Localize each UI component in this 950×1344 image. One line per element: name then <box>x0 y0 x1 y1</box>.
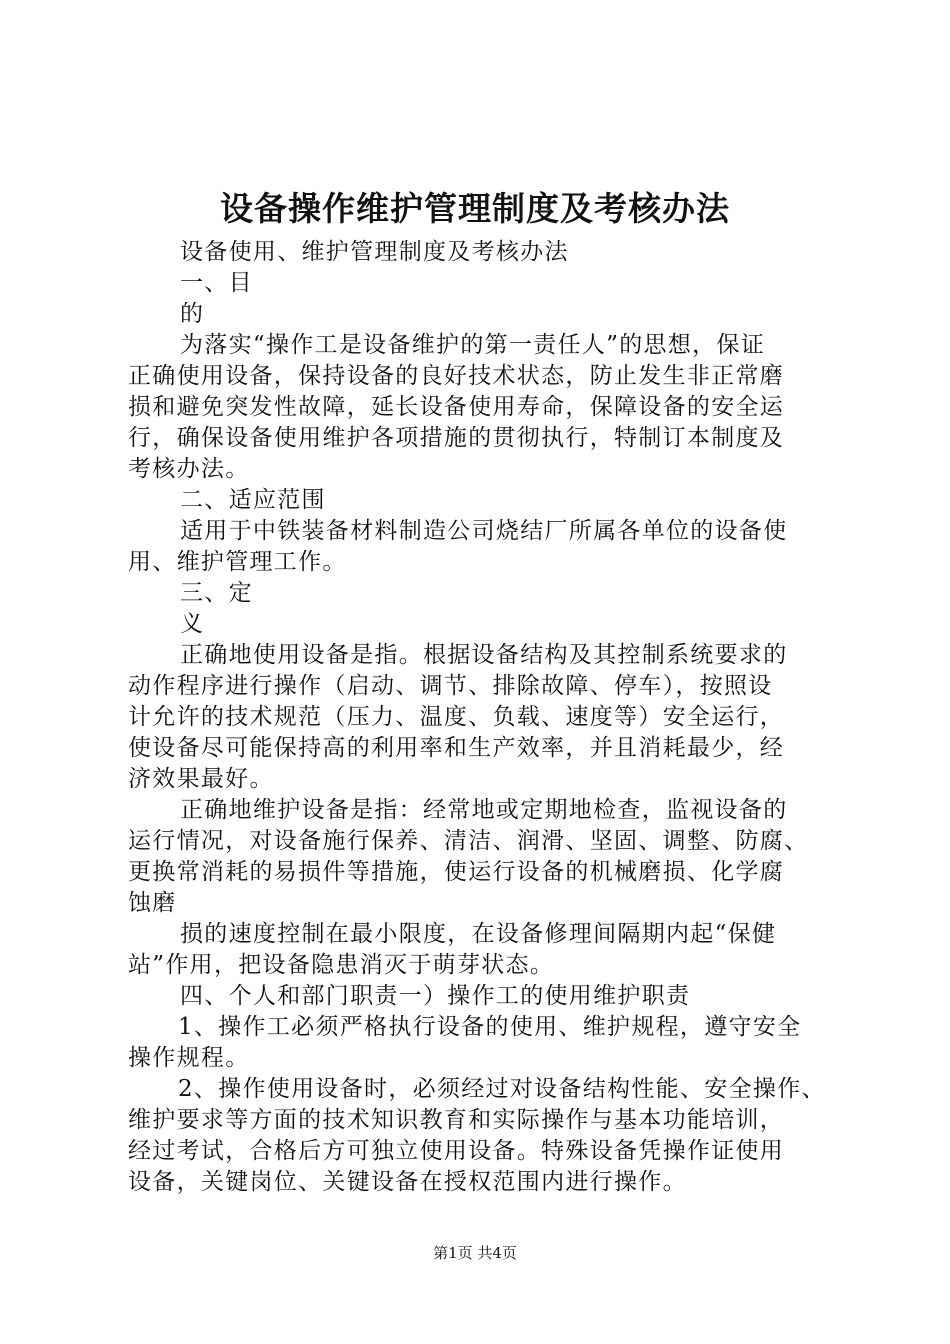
body-line: 1、操作工必须严格执行设备的使用、维护规程，遵守安全 <box>178 1014 802 1040</box>
body-line: 适用于中铁装备材料制造公司烧结厂所属各单位的设备使 <box>180 518 788 544</box>
body-line: 义 <box>180 611 205 637</box>
body-line: 使设备尽可能保持高的利用率和生产效率，并且消耗最少，经 <box>128 735 785 761</box>
body-line: 蚀磨 <box>128 890 177 916</box>
page-footer: 第1页 共4页 <box>433 1244 517 1262</box>
body-line: 考核办法。 <box>128 456 250 482</box>
body-line: 一、目 <box>180 270 253 296</box>
body-line: 经过考试，合格后方可独立使用设备。特殊设备凭操作证使用 <box>128 1138 785 1164</box>
body-line: 济效果最好。 <box>128 766 274 792</box>
body-line: 三、定 <box>180 580 253 606</box>
body-line: 设备，关键岗位、关键设备在授权范围内进行操作。 <box>128 1169 687 1195</box>
body-line: 计允许的技术规范（压力、温度、负载、速度等）安全运行， <box>128 704 785 730</box>
body-line: 损的速度控制在最小限度，在设备修理间隔期内起“保健 <box>180 921 777 947</box>
body-line: 二、适应范围 <box>180 487 326 513</box>
body-line: 操作规程。 <box>128 1045 250 1071</box>
body-line: 站”作用，把设备隐患消灭于萌芽状态。 <box>128 952 555 978</box>
body-line: 行，确保设备使用维护各项措施的贯彻执行，特制订本制度及 <box>128 425 785 451</box>
body-line: 用、维护管理工作。 <box>128 549 347 575</box>
body-line: 正确地维护设备是指：经常地或定期地检查，监视设备的 <box>180 797 788 823</box>
body-line: 损和避免突发性故障，延长设备使用寿命，保障设备的安全运 <box>128 394 785 420</box>
body-line: 正确地使用设备是指。根据设备结构及其控制系统要求的 <box>180 642 788 668</box>
body-line: 正确使用设备，保持设备的良好技术状态，防止发生非正常磨 <box>128 363 785 389</box>
body-line: 为落实“操作工是设备维护的第一责任人”的思想，保证 <box>180 332 766 358</box>
body-line: 的 <box>180 301 205 327</box>
body-line: 四、个人和部门职责一）操作工的使用维护职责 <box>180 983 691 1009</box>
body-line: 维护要求等方面的技术知识教育和实际操作与基本功能培训， <box>128 1107 785 1133</box>
body-line: 运行情况，对设备施行保养、清洁、润滑、坚固、调整、防腐、 <box>128 828 809 854</box>
body-line: 动作程序进行操作（启动、调节、排除故障、停车），按照设 <box>128 673 773 699</box>
body-line: 2、操作使用设备时，必须经过对设备结构性能、安全操作、 <box>178 1076 826 1102</box>
document-body <box>128 237 840 1198</box>
body-line: 更换常消耗的易损件等措施，使运行设备的机械磨损、化学腐 <box>128 859 785 885</box>
body-line: 设备使用、维护管理制度及考核办法 <box>180 239 569 265</box>
document-title: 设备操作维护管理制度及考核办法 <box>220 189 730 228</box>
